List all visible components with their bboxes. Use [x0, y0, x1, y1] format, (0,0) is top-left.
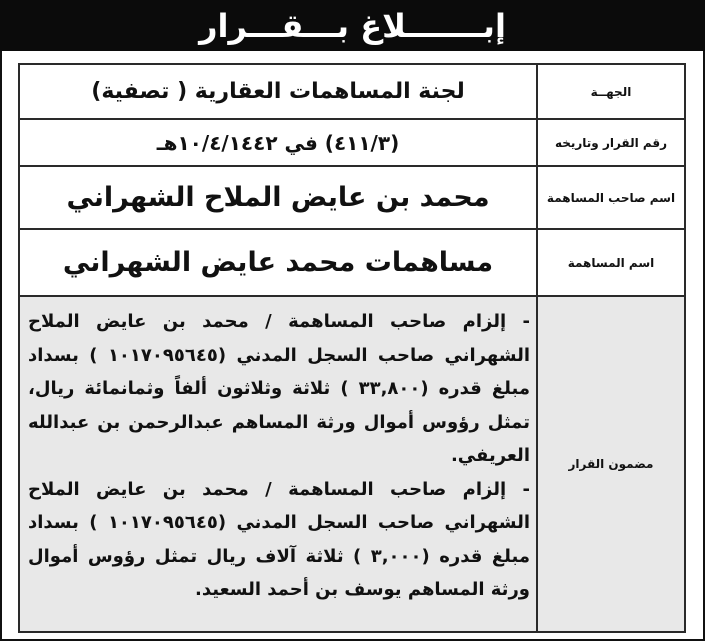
decision-paragraph-1: - إلزام صاحب المساهمة / محمد بن عايض الملاح الشهراني صاحب السجل المدني (١٠١٧٠٩٥٦٤٥ ) بسداد مبلغ قدره (٣٣,٨٠٠ ) ثلاثة وثلاثون ألفاً وثمانمائة ريال، تمثل رؤوس أموال ورثة المساهم عبدالرحمن بن عبدالله العريفي. [28, 311, 530, 466]
row-contribution-name [19, 229, 685, 296]
notice-title: إبـــــــلاغ بـــقـــرار [199, 6, 506, 45]
label-contribution-name: اسم المساهمة [537, 229, 685, 296]
value-decision-number: (٤١١/٣) في ١٠/٤/١٤٤٢هـ [19, 119, 537, 166]
label-decision-content: مضمون القرار [537, 296, 685, 632]
label-owner-name: اسم صاحب المساهمة [537, 166, 685, 229]
row-authority [19, 64, 685, 119]
decision-content [19, 296, 537, 632]
value-owner-name: محمد بن عايض الملاح الشهراني [19, 166, 537, 229]
row-decision-content [19, 296, 685, 632]
decision-paragraph-2: - إلزام صاحب المساهمة / محمد بن عايض الملاح الشهراني صاحب السجل المدني (١٠١٧٠٩٥٦٤٥ ) بسداد مبلغ قدره (٣,٠٠٠ ) ثلاثة آلاف ريال تمثل رؤوس أموال ورثة المساهم يوسف بن أحمد السعيد. [28, 478, 530, 600]
value-authority: لجنة المساهمات العقارية ( تصفية) [19, 64, 537, 119]
row-decision-number [19, 119, 685, 166]
decision-table [18, 63, 686, 633]
label-decision-number: رقم القرار وتاريخه [537, 119, 685, 166]
row-owner-name [19, 166, 685, 229]
value-contribution-name: مساهمات محمد عايض الشهراني [19, 229, 537, 296]
label-authority: الجهــة [537, 64, 685, 119]
notice-header [0, 0, 705, 51]
